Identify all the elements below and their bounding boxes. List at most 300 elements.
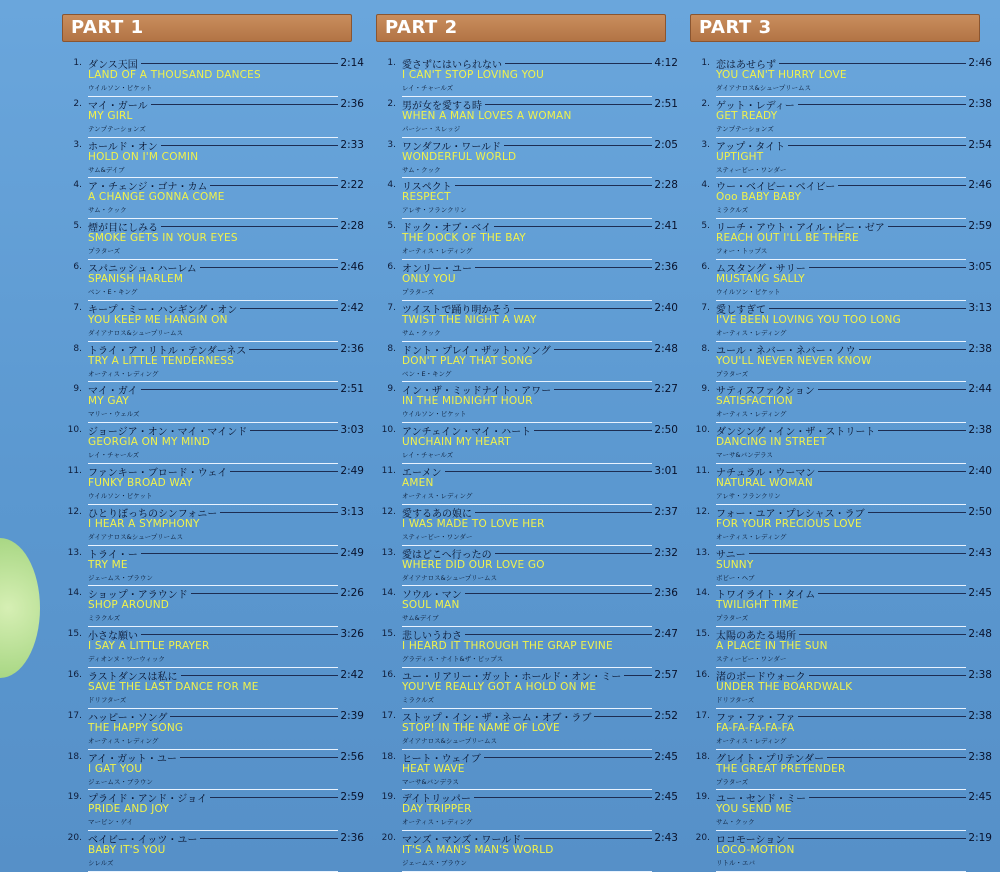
track-row [381,546,678,587]
track-title-japanese: マイ・ガイ [88,386,138,398]
track-number: 15. [67,629,82,640]
track-artist: ベン・E・キング [88,287,138,296]
track-duration: 2:39 [340,709,364,722]
track-duration: 2:50 [968,505,992,518]
track-artist: ダイアナロス&シュープリームス [88,532,184,541]
track-title-japanese: キープ・ミー・ハンギング・オン [88,304,238,316]
track-artist: ダイアナロス&シュープリームス [716,84,812,92]
track-duration: 2:36 [340,832,364,845]
track-artist: ダイアナロス&シュープリームス [88,328,184,337]
track-number: 12. [695,506,710,517]
track-title-english: I'VE BEEN LOVING YOU TOO LONG [716,313,901,326]
track-title-japanese: ベイビー・イッツ・ユー [88,835,198,847]
track-artist: ダイアナロス&シュープリームス [402,573,498,582]
track-duration: 3:03 [340,424,364,437]
track-duration: 2:52 [654,709,678,722]
track-row [701,178,992,219]
leader-line [534,430,652,431]
leader-line [141,553,338,554]
track-number: 4. [73,180,82,191]
track-duration: 2:51 [340,383,364,396]
track-artist: テンプテーションズ [88,124,146,133]
track-number: 5. [387,221,396,232]
track-number: 20. [381,833,396,844]
leader-line [504,145,652,146]
track-title-english: RESPECT [402,191,451,204]
track-duration: 2:14 [340,57,364,69]
track-row [67,464,364,505]
track-title-japanese: ヒート・ウェイブ [402,753,481,765]
track-row [701,301,992,342]
track-artist: マービン・ゲイ [88,818,134,827]
track-title-japanese: 男が女を愛する時 [402,100,482,112]
track-artist: オーティス・レディング [402,818,473,827]
track-artist: プラターズ [716,777,749,786]
track-artist: プラターズ [402,287,435,296]
part-2-header: PART 2 [376,14,666,42]
track-title-japanese: スパニッシュ・ハーレム [88,263,197,275]
track-number: 14. [695,588,710,599]
track-artist: オーティス・レディング [402,491,473,500]
leader-line [161,145,338,146]
track-title-english: DAY TRIPPER [402,803,472,816]
track-duration: 2:22 [340,179,364,192]
track-number: 7. [73,302,82,313]
track-artist: サム・クック [88,206,127,215]
leader-line [161,226,338,227]
track-duration: 2:46 [968,57,992,69]
track-number: 3. [387,139,396,150]
track-artist: ボビー・ヘブ [716,573,755,582]
track-duration: 2:38 [968,668,992,681]
track-title-japanese: オンリー・ユー [402,263,472,275]
leader-line [200,838,338,839]
track-artist: プラターズ [716,614,749,623]
track-title-english: I CAN'T STOP LOVING YOU [402,69,545,81]
track-artist: テンプテーションズ [716,124,774,133]
track-title-english: A CHANGE GONNA COME [88,191,225,204]
track-title-japanese: ナチュラル・ウーマン [716,467,816,479]
track-row [73,301,364,342]
leader-line [475,512,652,513]
leader-line [465,634,652,635]
track-row [67,831,364,872]
track-number: 13. [381,547,396,558]
track-duration: 2:45 [968,791,992,804]
track-row [381,505,678,546]
track-title-japanese: 悲しいうわさ [402,631,462,643]
leader-line [141,634,338,635]
track-duration: 2:45 [968,587,992,600]
track-row [67,627,364,668]
track-number: 16. [695,669,710,680]
track-artist: ミラクルズ [88,614,121,623]
track-title-english: GET READY [716,109,778,122]
leader-line [249,349,338,350]
leader-line [524,838,652,839]
track-duration: 2:42 [340,301,364,314]
track-title-english: UNDER THE BOARDWALK [716,680,853,693]
leader-line [799,634,966,635]
leader-line [554,349,652,350]
track-artist: ドリフターズ [88,695,127,704]
track-title-japanese: サニー [716,549,746,561]
track-title-japanese: ストップ・イン・ザ・ネーム・オブ・ラブ [402,712,592,724]
track-artist: サム&デイブ [88,165,125,174]
track-number: 1. [73,58,82,68]
track-number: 11. [695,465,710,476]
track-duration: 2:49 [340,464,364,477]
track-row [387,178,678,219]
track-artist: プラターズ [716,369,749,378]
track-row [73,56,364,97]
track-number: 11. [67,465,82,476]
track-duration: 3:13 [968,301,992,314]
track-artist: ミラクルズ [716,206,749,215]
track-artist: ダイアナロス&シュープリームス [402,736,498,745]
track-title-japanese: ハッピー・ソング [88,712,168,724]
track-row [67,586,364,627]
track-title-japanese: 渚のボードウォーク [716,671,806,683]
track-title-english: I HEAR A SYMPHONY [88,517,200,530]
track-row [387,56,678,97]
track-duration: 2:56 [340,750,364,763]
track-title-english: DANCING IN STREET [716,436,827,449]
track-row [387,219,678,260]
track-artist: ジェームス・ブラウン [88,573,153,582]
track-duration: 2:47 [654,628,678,641]
track-row [67,546,364,587]
track-artist: オーティス・レディング [716,410,787,419]
track-row [701,260,992,301]
track-number: 1. [701,58,710,68]
track-duration: 2:38 [968,342,992,355]
track-title-japanese: ファ・ファ・ファ [716,712,796,724]
track-artist: プラターズ [88,247,121,256]
track-duration: 2:42 [340,668,364,681]
track-title-english: THE GREAT PRETENDER [716,762,846,775]
track-duration: 2:38 [968,750,992,763]
track-row [387,260,678,301]
track-title-english: YOU KEEP ME HANGIN ON [88,313,228,326]
track-title-japanese: 愛さずにはいられない [402,60,502,71]
track-row [67,750,364,791]
track-row [381,464,678,505]
leader-line [594,716,652,717]
track-title-japanese: アンチェイン・マイ・ハート [402,427,532,439]
track-title-english: STOP! IN THE NAME OF LOVE [402,721,560,734]
track-row [67,505,364,546]
track-number: 18. [695,751,710,762]
track-row [73,219,364,260]
track-artist: ディオンヌ・ワーウィック [88,655,165,664]
leader-line [788,145,966,146]
track-duration: 2:40 [968,464,992,477]
track-number: 13. [67,547,82,558]
track-duration: 2:51 [654,97,678,110]
track-title-english: THE HAPPY SONG [88,721,184,734]
leader-line [779,63,966,64]
track-duration: 4:12 [654,57,678,69]
track-row [695,546,992,587]
track-artist: フォー・トップス [716,247,768,256]
track-title-english: YOU CAN'T HURRY LOVE [716,69,847,81]
track-title-english: GEORGIA ON MY MIND [88,436,211,449]
track-row [695,505,992,546]
track-number: 17. [381,710,396,721]
track-title-japanese: エーメン [402,467,442,479]
track-artist: マーサ&バンデラス [716,451,773,460]
leader-line [868,512,966,513]
track-artist: ウイルソン・ピケット [402,410,467,419]
leader-line [151,104,338,105]
track-title-english: I WAS MADE TO LOVE HER [402,517,545,530]
track-number: 19. [695,792,710,803]
track-number: 2. [387,98,396,109]
track-title-english: LAND OF A THOUSAND DANCES [88,69,261,81]
track-artist: オーティス・レディング [88,369,159,378]
track-number: 5. [701,221,710,232]
part-2-column [376,14,678,872]
leader-line [141,389,338,390]
track-number: 10. [695,425,710,436]
track-number: 3. [701,139,710,150]
track-number: 9. [701,384,710,395]
track-number: 3. [73,139,82,150]
leader-line [250,430,338,431]
leader-line [514,308,652,309]
track-title-english: TRY ME [88,558,128,571]
track-number: 16. [381,669,396,680]
track-title-japanese: グレイト・プリテンダー [716,753,824,765]
track-duration: 3:13 [340,505,364,518]
track-row [381,831,678,872]
track-title-japanese: 愛しすぎて [716,304,766,316]
track-title-english: TWIST THE NIGHT A WAY [402,313,537,326]
track-number: 20. [695,833,710,844]
leader-line [554,389,652,390]
leader-line [809,797,966,798]
track-title-japanese: ア・チェンジ・ゴナ・カム [88,182,208,194]
track-title-english: SPANISH HARLEM [88,272,184,285]
track-title-japanese: ソウル・マン [402,590,462,602]
track-duration: 2:48 [968,628,992,641]
track-duration: 2:28 [654,179,678,192]
track-title-japanese: 小さな願い [88,631,138,643]
track-duration: 2:45 [654,791,678,804]
leader-line [809,675,966,676]
track-number: 8. [701,343,710,354]
track-title-japanese: トワイライト・タイム [716,590,816,602]
leader-line [495,553,652,554]
track-artist: サム・クック [402,328,441,337]
track-title-japanese: ショップ・アラウンド [88,590,188,602]
track-row [381,750,678,791]
track-row [73,382,364,423]
track-duration: 2:54 [968,138,992,151]
track-title-japanese: 煙が目にしみる [88,223,158,235]
track-title-japanese: フォー・ユア・プレシャス・ラブ [716,508,865,520]
track-title-english: SHOP AROUND [88,599,170,612]
track-title-english: YOU SEND ME [716,803,792,816]
part-2-tracklist [376,56,678,872]
leader-line [240,308,338,309]
track-number: 18. [67,751,82,762]
leader-line [141,63,338,64]
leader-line [191,593,338,594]
track-artist: オーティス・レディング [716,736,787,745]
part-1-column [62,14,364,872]
track-title-japanese: ラストダンスは私に [88,671,178,683]
track-duration: 2:41 [654,220,678,233]
track-title-english: YOU'LL NEVER NEVER KNOW [716,354,872,367]
track-duration: 2:32 [654,546,678,559]
leader-line [445,471,652,472]
track-artist: マリー・ウェルズ [88,410,140,419]
track-duration: 2:59 [968,220,992,233]
track-duration: 2:38 [968,424,992,437]
track-number: 1. [387,58,396,68]
leader-line [474,797,652,798]
track-title-english: THE DOCK OF THE BAY [402,232,526,245]
track-artist: サム&デイブ [402,614,439,623]
track-number: 17. [695,710,710,721]
leader-line [484,757,652,758]
track-row [67,423,364,464]
track-title-english: LOCO-MOTION [716,844,795,857]
track-title-english: YOU'VE REALLY GOT A HOLD ON ME [402,680,597,693]
track-title-english: WHEN A MAN LOVES A WOMAN [402,109,572,122]
track-title-japanese: ロコモーション [716,835,786,847]
track-title-english: TWILIGHT TIME [716,599,799,612]
track-title-english: SMOKE GETS IN YOUR EYES [88,232,238,245]
track-row [387,301,678,342]
track-title-japanese: トライ・ー [88,549,138,561]
track-artist: アレサ・フランクリン [716,491,781,500]
track-number: 9. [387,384,396,395]
track-number: 20. [67,833,82,844]
leader-line [809,267,966,268]
track-number: 6. [73,261,82,272]
track-artist: ミラクルズ [402,695,435,704]
leader-line [769,308,966,309]
track-artist: オーティス・レディング [88,736,159,745]
track-duration: 2:46 [968,179,992,192]
track-title-english: PRIDE AND JOY [88,803,170,816]
track-row [73,342,364,383]
track-row [695,750,992,791]
leader-line [878,430,966,431]
track-duration: 2:50 [654,424,678,437]
track-title-japanese: マンズ・マンズ・ワールド [402,835,522,847]
track-title-english: WHERE DID OUR LOVE GO [402,558,545,571]
track-title-english: SOUL MAN [402,599,460,612]
track-title-english: AMEN [402,476,434,489]
leader-line [505,63,652,64]
track-title-english: SATISFACTION [716,395,793,408]
leader-line [749,553,966,554]
leader-line [180,757,338,758]
track-row [701,219,992,260]
track-row [701,138,992,179]
track-row [695,831,992,872]
track-title-japanese: ホールド・オン [88,141,158,153]
track-row [701,97,992,138]
track-title-japanese: ダンス天国 [88,60,138,71]
track-number: 10. [67,425,82,436]
track-title-english: UPTIGHT [716,150,764,163]
track-title-english: A PLACE IN THE SUN [716,640,828,653]
track-number: 4. [701,180,710,191]
track-row [387,342,678,383]
track-duration: 3:26 [340,628,364,641]
track-title-japanese: ファンキー・ブロード・ウェイ [88,467,228,479]
track-title-english: IT'S A MAN'S MAN'S WORLD [402,844,554,857]
track-title-english: HOLD ON I'M COMIN [88,150,199,163]
track-title-japanese: イン・ザ・ミッドナイト・アワー [402,386,552,398]
track-number: 5. [73,221,82,232]
track-duration: 2:59 [340,791,364,804]
leader-line [827,757,966,758]
leader-line [624,675,652,676]
track-duration: 3:01 [654,464,678,477]
track-artist: スティービー・ワンダー [716,165,787,174]
track-artist: ウイルソン・ピケット [88,84,153,92]
part-1-header: PART 1 [62,14,352,42]
track-artist: パーシー・スレッジ [402,124,461,133]
track-title-japanese: アイ・ガット・ユー [88,753,177,765]
track-title-english: WONDERFUL WORLD [402,150,517,163]
track-title-english: SUNNY [716,558,754,571]
track-artist: ベン・E・キング [402,369,452,378]
track-row [381,627,678,668]
track-title-japanese: 愛するあの娘に [402,508,472,520]
track-artist: ジェームス・ブラウン [88,777,153,786]
track-title-english: NATURAL WOMAN [716,476,813,489]
track-duration: 2:36 [340,97,364,110]
track-title-english: MY GIRL [88,109,133,122]
track-duration: 2:28 [340,220,364,233]
track-number: 7. [387,302,396,313]
track-title-japanese: サティスファクション [716,386,815,398]
track-title-english: REACH OUT I'LL BE THERE [716,232,859,245]
track-title-english: FOR YOUR PRECIOUS LOVE [716,517,862,530]
leader-line [818,471,966,472]
track-duration: 2:26 [340,587,364,600]
track-row [701,56,992,97]
track-title-english: I SAY A LITTLE PRAYER [88,640,210,653]
track-title-english: SAVE THE LAST DANCE FOR ME [88,680,259,693]
track-duration: 2:45 [654,750,678,763]
track-title-japanese: プライド・アンド・ジョイ [88,794,208,806]
track-duration: 2:36 [654,260,678,273]
track-title-japanese: ユール・ネバー・ネバー・ノウ [716,345,856,357]
track-duration: 2:46 [340,260,364,273]
leader-line [475,267,652,268]
track-title-japanese: ダンシング・イン・ザ・ストリート [716,427,876,439]
track-number: 16. [67,669,82,680]
part-1-tracklist [62,56,364,872]
track-row [73,138,364,179]
track-number: 19. [67,792,82,803]
track-row [381,790,678,831]
leader-line [888,226,966,227]
track-title-english: BABY IT'S YOU [88,844,166,857]
track-title-japanese: ドント・プレイ・ザット・ソング [402,345,551,357]
track-title-japanese: デイトリッパー [402,794,471,806]
leader-line [818,593,966,594]
track-row [695,627,992,668]
